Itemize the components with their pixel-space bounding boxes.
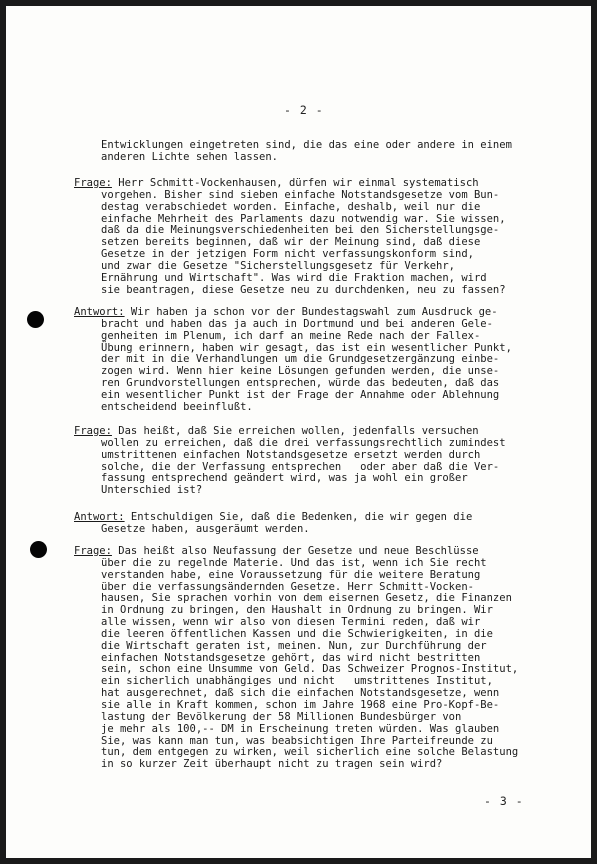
text-line: über die zu regelnde Materie. Und das ist, wenn ich Sie recht: [101, 556, 487, 569]
question-paragraph: [74, 546, 552, 771]
text-line: Das heißt also Neufassung der Gesetze und neue Beschlüsse: [118, 545, 479, 557]
text-line: tun, dem entgegen zu wirken, weil sicherlich eine solche Belastung: [101, 746, 519, 759]
text-line: Sie, was kann man tun, was beabsichtigen Ihre Parteifreunde zu: [101, 734, 493, 747]
text-line: destag verabschiedet worden. Einfache, deshalb, weil nur die: [101, 200, 481, 213]
text-line: genheiten im Plenum, ich darf an meine Rede nach der Fallex-: [101, 329, 481, 342]
text-line: verstanden habe, eine Voraussetzung für die weitere Beratung: [101, 568, 481, 581]
text-line: in Ordnung zu bringen, den Haushalt in Ordnung zu bringen. Wir: [101, 604, 493, 617]
text-line: Übung erinnern, haben wir gesagt, das ist ein wesentlicher Punkt,: [101, 341, 512, 354]
text-line: der mit in die Verhandlungen um die Grundgesetzergänzung einbe-: [101, 353, 500, 366]
intro-paragraph: [74, 140, 552, 164]
text-line: umstrittenen einfachen Notstandsgesetze ersetzt werden durch: [101, 448, 481, 461]
text-line: solche, die der Verfassung entsprechen oder aber daß die Ver-: [101, 460, 500, 473]
page-number-top: - 2 -: [284, 103, 324, 117]
question-paragraph: [74, 178, 552, 296]
text-line: sie alle in Kraft kommen, schon im Jahre 1968 eine Pro-Kopf-Be-: [101, 698, 500, 711]
text-line: Entwicklungen eingetreten sind, die das eine oder andere in einem: [101, 139, 512, 151]
punch-hole: [30, 541, 47, 558]
text-line: Gesetze haben, ausgeräumt werden.: [101, 522, 310, 535]
text-line: alle wissen, wenn wir also von diesen Termini reden, daß wir: [101, 616, 481, 629]
text-line: Unterschied ist?: [101, 484, 203, 497]
text-line: Das heißt, daß Sie erreichen wollen, jedenfalls versuchen: [118, 425, 479, 437]
text-line: Wir haben ja schon vor der Bundestagswahl zum Ausdruck ge-: [130, 306, 498, 318]
text-line: und zwar die Gesetze "Sicherstellungsgesetz für Verkehr,: [101, 259, 456, 272]
text-line: Gesetze in der jetzigen Form nicht verfassungskonform sind,: [101, 248, 474, 261]
question-label: Frage:: [74, 425, 112, 437]
text-line: setzen bereits beginnen, daß wir der Meinung sind, daß diese: [101, 236, 481, 249]
text-line: entscheidend beeinflußt.: [101, 400, 253, 413]
text-line: je mehr als 100,-- DM in Erscheinung treten würden. Was glauben: [101, 722, 500, 735]
text-line: sein, schon eine Unsumme von Geld. Das Schweizer Prognos-Institut,: [101, 663, 519, 676]
punch-hole: [27, 311, 44, 328]
question-paragraph: [74, 426, 552, 497]
text-line: einfache Mehrheit des Parlaments dazu notwendig war. Sie wissen,: [101, 212, 506, 225]
text-line: ein wesentlicher Punkt ist der Frage der Annahme oder Ablehnung: [101, 388, 500, 401]
text-line: bracht und haben das ja auch in Dortmund und bei anderen Gele-: [101, 317, 493, 330]
text-line: ren Grundvorstellungen entsprechen, würde das bedeuten, daß das: [101, 377, 500, 390]
text-line: die leeren öffentlichen Kassen und die Schwierigkeiten, in die: [101, 627, 493, 640]
answer-paragraph: [74, 307, 552, 414]
answer-label: Antwort:: [74, 511, 125, 523]
text-line: Entschuldigen Sie, daß die Bedenken, die wir gegen die: [130, 511, 473, 523]
text-line: anderen Lichte sehen lassen.: [101, 150, 279, 163]
page-number-bottom: - 3 -: [484, 794, 524, 808]
text-line: einfachen Notstandsgesetze gehört, das wird nicht bestritten: [101, 651, 481, 664]
document-page: [6, 6, 591, 858]
text-line: die Wirtschaft geraten ist, meinen. Nun, zur Durchführung der: [101, 639, 487, 652]
text-line: Herr Schmitt-Vockenhausen, dürfen wir einmal systematisch: [118, 177, 479, 189]
answer-paragraph: [74, 512, 552, 536]
text-line: sie beantragen, diese Gesetze neu zu durchdenken, neu zu fassen?: [101, 283, 506, 296]
text-line: ein sicherlich unabhängiges und nicht umstrittenes Institut,: [101, 675, 493, 688]
text-line: hat ausgerechnet, daß sich die einfachen Notstandsgesetze, wenn: [101, 687, 500, 700]
text-line: über die verfassungsändernden Gesetze. Herr Schmitt-Vocken-: [101, 580, 474, 593]
text-line: zogen wird. Wenn hier keine Lösungen gefunden werden, die unse-: [101, 365, 500, 378]
text-line: hausen, Sie sprachen vorhin von dem eisernen Gesetz, die Finanzen: [101, 592, 512, 605]
text-line: fassung entsprechend geändert wird, was ja wohl ein großer: [101, 472, 468, 485]
question-label: Frage:: [74, 177, 112, 189]
answer-label: Antwort:: [74, 306, 125, 318]
text-line: wollen zu erreichen, daß die drei verfassungsrechtlich zumindest: [101, 436, 506, 449]
text-line: daß da die Meinungsverschiedenheiten bei den Sicherstellungsge-: [101, 224, 500, 237]
text-line: vorgehen. Bisher sind sieben einfache Notstandsgesetze vom Bun-: [101, 188, 500, 201]
text-line: Ernährung und Wirtschaft". Was wird die Fraktion machen, wird: [101, 271, 487, 284]
question-label: Frage:: [74, 545, 112, 557]
text-line: lastung der Bevölkerung der 58 Millionen Bundesbürger von: [101, 710, 462, 723]
text-line: in so kurzer Zeit überhaupt nicht zu tragen sein wird?: [101, 758, 443, 771]
